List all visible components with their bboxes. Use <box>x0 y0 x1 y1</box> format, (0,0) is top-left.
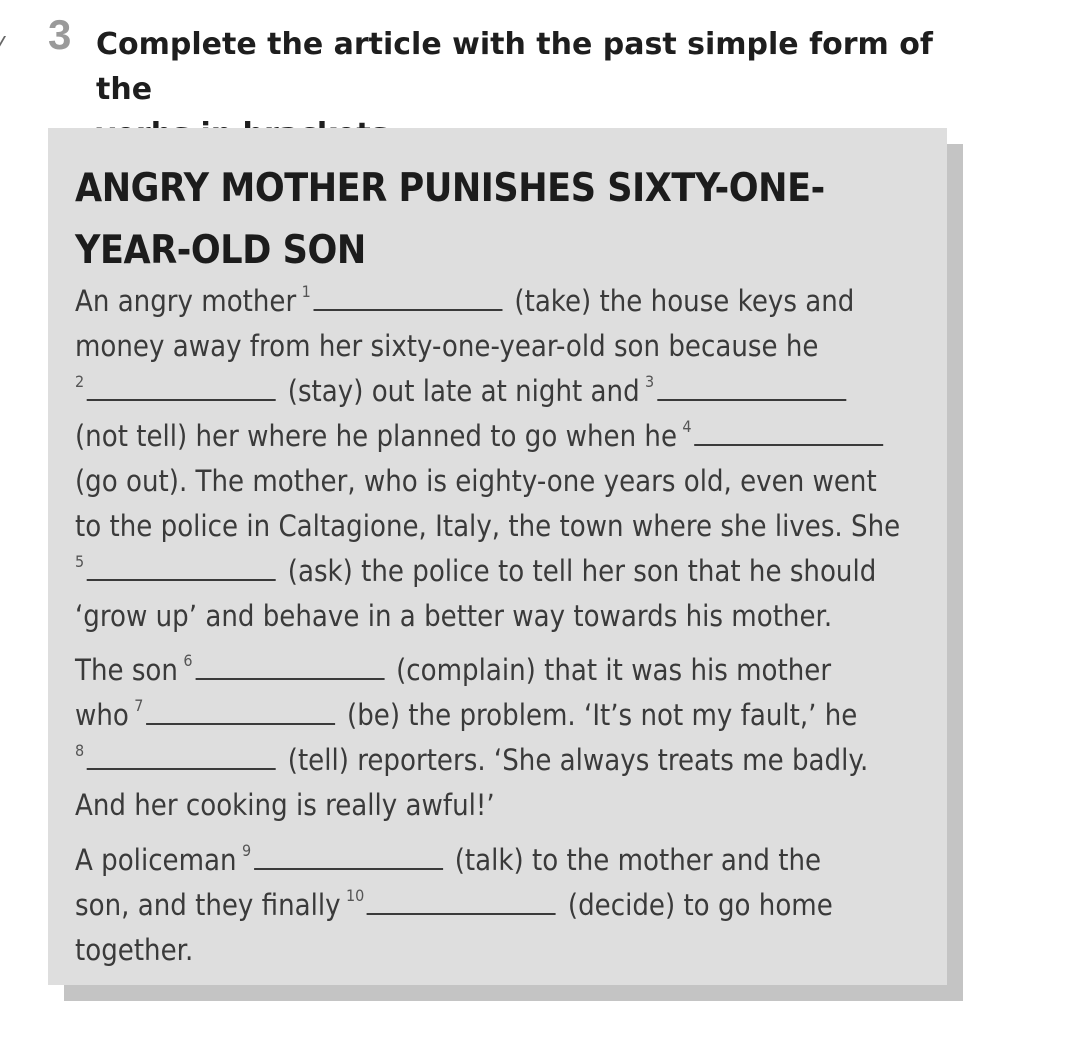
text-segment: together. <box>75 933 194 967</box>
article-line <box>75 554 876 593</box>
text-segment: (go out). The mother, who is eighty-one years old, even went <box>75 464 877 498</box>
article-line <box>75 788 495 822</box>
article-line <box>75 743 868 782</box>
text-segment: The son <box>75 653 178 687</box>
answer-blank[interactable] <box>314 285 503 311</box>
article-line <box>75 888 833 927</box>
text-segment: (take) the house keys and <box>514 284 855 318</box>
answer-blank[interactable] <box>367 889 556 915</box>
answer-blank[interactable] <box>87 375 276 401</box>
article-line <box>75 599 832 633</box>
text-segment: A policeman <box>75 843 237 877</box>
article-line <box>75 653 831 692</box>
gap-number: 3 <box>645 372 655 391</box>
text-segment: And her cooking is really awful!’ <box>75 788 495 822</box>
text-segment: (tell) reporters. ‘She always treats me badly. <box>287 743 869 777</box>
article-line <box>75 843 821 882</box>
article-line <box>75 374 850 413</box>
text-segment: (stay) out late at night and <box>287 374 640 408</box>
gap-number: 8 <box>75 741 85 760</box>
text-segment: to the police in Caltagione, Italy, the town where she lives. She <box>75 509 901 543</box>
gap-number: 10 <box>346 886 365 905</box>
article-line <box>75 933 193 967</box>
gap-number: 5 <box>75 552 85 571</box>
text-segment: An angry mother <box>75 284 297 318</box>
page-edge-mark <box>0 36 12 50</box>
text-segment: (be) the problem. ‘It’s not my fault,’ he <box>347 698 858 732</box>
answer-blank[interactable] <box>87 555 276 581</box>
article-line <box>75 464 877 498</box>
article-line <box>75 509 900 543</box>
answer-blank[interactable] <box>146 699 335 725</box>
gap-number: 6 <box>183 651 193 670</box>
text-segment: (not tell) her where he planned to go when he <box>75 419 678 453</box>
text-segment: (talk) to the mother and the <box>454 843 822 877</box>
text-segment: (complain) that it was his mother <box>396 653 832 687</box>
gap-number: 4 <box>682 417 692 436</box>
answer-blank[interactable] <box>254 844 443 870</box>
answer-blank[interactable] <box>87 744 276 770</box>
text-segment: who <box>75 698 129 732</box>
text-segment: son, and they finally <box>75 888 341 922</box>
article-line <box>75 329 818 363</box>
headline-line-1: ANGRY MOTHER PUNISHES SIXTY-ONE- <box>75 166 825 211</box>
text-segment: (ask) the police to tell her son that he should <box>287 554 877 588</box>
headline-line-2: YEAR-OLD SON <box>75 228 366 273</box>
exercise-number: 3 <box>48 11 72 58</box>
article-line <box>75 698 857 737</box>
article-line <box>75 284 854 323</box>
answer-blank[interactable] <box>195 654 384 680</box>
article-headline <box>75 158 858 282</box>
gap-number: 2 <box>75 372 85 391</box>
text-segment: money away from her sixty-one-year-old son because he <box>75 329 819 363</box>
gap-number: 7 <box>134 696 144 715</box>
instruction-line-1: Complete the article with the past simple form of the <box>96 27 933 107</box>
answer-blank[interactable] <box>657 375 846 401</box>
gap-number: 9 <box>241 841 252 860</box>
gap-number: 1 <box>301 282 311 301</box>
text-segment: (decide) to go home <box>567 888 833 922</box>
text-segment: ‘grow up’ and behave in a better way towards his mother. <box>75 599 833 633</box>
article-line <box>75 419 887 458</box>
answer-blank[interactable] <box>694 420 883 446</box>
